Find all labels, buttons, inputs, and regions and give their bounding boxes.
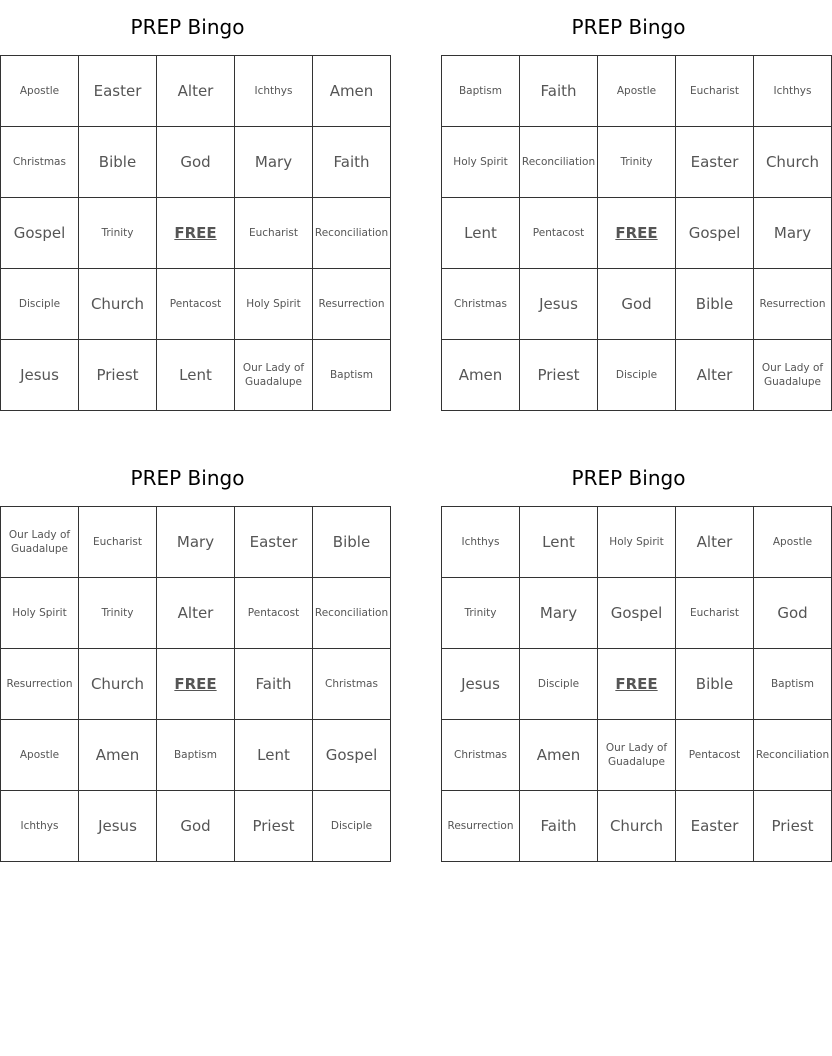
bingo-cell: Church — [598, 791, 676, 862]
bingo-cell: Our Lady of Guadalupe — [1, 507, 79, 578]
grid-row — [1, 56, 391, 127]
bingo-cell: Trinity — [79, 578, 157, 649]
grid-row — [1, 507, 391, 578]
bingo-cell: Ichthys — [1, 791, 79, 862]
bingo-cell: Church — [79, 269, 157, 340]
bingo-cell: Resurrection — [1, 649, 79, 720]
bingo-cell: Gospel — [313, 720, 391, 791]
grid-row — [442, 649, 832, 720]
bingo-cell: Pentacost — [520, 198, 598, 269]
bingo-cell: Amen — [79, 720, 157, 791]
bingo-cell: Eucharist — [676, 56, 754, 127]
bingo-cell: Disciple — [1, 269, 79, 340]
grid-row — [442, 720, 832, 791]
bingo-cell: Mary — [754, 198, 832, 269]
bingo-cell: Our Lady of Guadalupe — [598, 720, 676, 791]
bingo-cell: Alter — [676, 340, 754, 411]
free-space-cell: FREE — [598, 649, 676, 720]
bingo-cell: Gospel — [1, 198, 79, 269]
bingo-cell: Ichthys — [442, 507, 520, 578]
bingo-cell: Eucharist — [235, 198, 313, 269]
bingo-cell: Reconciliation — [754, 720, 832, 791]
bingo-cell: Gospel — [676, 198, 754, 269]
free-space-cell: FREE — [157, 649, 235, 720]
bingo-cell: Apostle — [754, 507, 832, 578]
bingo-cell: God — [754, 578, 832, 649]
bingo-cell: Apostle — [1, 56, 79, 127]
grid-row — [1, 791, 391, 862]
grid-row — [1, 578, 391, 649]
bingo-cell: Disciple — [313, 791, 391, 862]
bingo-cell: Lent — [520, 507, 598, 578]
bingo-cell: Faith — [313, 127, 391, 198]
bingo-cell: Christmas — [442, 720, 520, 791]
grid-row — [442, 198, 832, 269]
bingo-cell: Holy Spirit — [1, 578, 79, 649]
bingo-cell: Easter — [235, 507, 313, 578]
grid-row — [1, 720, 391, 791]
bingo-cell: Church — [754, 127, 832, 198]
bingo-cell: Bible — [676, 269, 754, 340]
bingo-cell: Amen — [520, 720, 598, 791]
bingo-cell: Alter — [676, 507, 754, 578]
bingo-cell: Christmas — [1, 127, 79, 198]
bingo-cell: Christmas — [442, 269, 520, 340]
bingo-cell: Easter — [79, 56, 157, 127]
bingo-cell: Church — [79, 649, 157, 720]
bingo-cell: Disciple — [598, 340, 676, 411]
bingo-cell: Pentacost — [157, 269, 235, 340]
bingo-cell: Baptism — [754, 649, 832, 720]
bingo-cell: Reconciliation — [313, 578, 391, 649]
bingo-cell: Our Lady of Guadalupe — [235, 340, 313, 411]
bingo-cell: Amen — [313, 56, 391, 127]
bingo-cell: Pentacost — [676, 720, 754, 791]
bingo-cell: Trinity — [598, 127, 676, 198]
bingo-cell: Apostle — [598, 56, 676, 127]
bingo-cell: God — [157, 127, 235, 198]
grid-row — [442, 340, 832, 411]
bingo-grid — [441, 55, 832, 411]
bingo-cell: Faith — [235, 649, 313, 720]
bingo-cell: Bible — [313, 507, 391, 578]
bingo-cell: Bible — [676, 649, 754, 720]
grid-row — [442, 269, 832, 340]
bingo-cell: Resurrection — [754, 269, 832, 340]
bingo-cell: Holy Spirit — [235, 269, 313, 340]
bingo-cell: Resurrection — [313, 269, 391, 340]
bingo-cell: Christmas — [313, 649, 391, 720]
grid-row — [1, 269, 391, 340]
bingo-cell: Alter — [157, 56, 235, 127]
bingo-cell: Baptism — [442, 56, 520, 127]
bingo-cell: Amen — [442, 340, 520, 411]
bingo-cell: Jesus — [1, 340, 79, 411]
bingo-grid — [0, 506, 391, 862]
bingo-cell: Ichthys — [754, 56, 832, 127]
bingo-cell: Eucharist — [676, 578, 754, 649]
bingo-cell: Bible — [79, 127, 157, 198]
bingo-cell: Baptism — [157, 720, 235, 791]
grid-row — [442, 507, 832, 578]
bingo-cell: Mary — [235, 127, 313, 198]
grid-row — [1, 198, 391, 269]
grid-row — [442, 578, 832, 649]
bingo-cell: Alter — [157, 578, 235, 649]
card-title: PREP Bingo — [571, 15, 686, 39]
grid-row — [1, 649, 391, 720]
bingo-cell: Easter — [676, 791, 754, 862]
bingo-cell: God — [157, 791, 235, 862]
bingo-cell: Resurrection — [442, 791, 520, 862]
bingo-cell: Pentacost — [235, 578, 313, 649]
free-space-cell: FREE — [598, 198, 676, 269]
card-title: PREP Bingo — [571, 466, 686, 490]
card-title: PREP Bingo — [130, 15, 245, 39]
bingo-cell: Trinity — [79, 198, 157, 269]
grid-row — [442, 56, 832, 127]
grid-row — [442, 791, 832, 862]
free-space-cell: FREE — [157, 198, 235, 269]
bingo-cell: Lent — [442, 198, 520, 269]
bingo-grid — [441, 506, 832, 862]
bingo-cell: Jesus — [79, 791, 157, 862]
bingo-cell: Reconciliation — [520, 127, 598, 198]
bingo-cell: Priest — [79, 340, 157, 411]
bingo-cell: Priest — [235, 791, 313, 862]
grid-row — [1, 127, 391, 198]
card-title: PREP Bingo — [130, 466, 245, 490]
bingo-cell: Holy Spirit — [442, 127, 520, 198]
bingo-cell: Reconciliation — [313, 198, 391, 269]
bingo-cell: Jesus — [520, 269, 598, 340]
grid-row — [442, 127, 832, 198]
bingo-cell: Lent — [157, 340, 235, 411]
bingo-cell: Faith — [520, 791, 598, 862]
bingo-cell: Gospel — [598, 578, 676, 649]
bingo-cell: Mary — [520, 578, 598, 649]
bingo-cell: Holy Spirit — [598, 507, 676, 578]
bingo-cell: Apostle — [1, 720, 79, 791]
bingo-cell: Baptism — [313, 340, 391, 411]
bingo-cell: Priest — [754, 791, 832, 862]
bingo-cell: Easter — [676, 127, 754, 198]
bingo-cell: Our Lady of Guadalupe — [754, 340, 832, 411]
bingo-cell: Disciple — [520, 649, 598, 720]
bingo-cell: Priest — [520, 340, 598, 411]
bingo-cell: Jesus — [442, 649, 520, 720]
bingo-cell: Ichthys — [235, 56, 313, 127]
bingo-cell: Mary — [157, 507, 235, 578]
bingo-grid — [0, 55, 391, 411]
bingo-cell: Lent — [235, 720, 313, 791]
bingo-cell: Faith — [520, 56, 598, 127]
bingo-cell: Trinity — [442, 578, 520, 649]
bingo-cell: Eucharist — [79, 507, 157, 578]
bingo-cell: God — [598, 269, 676, 340]
grid-row — [1, 340, 391, 411]
